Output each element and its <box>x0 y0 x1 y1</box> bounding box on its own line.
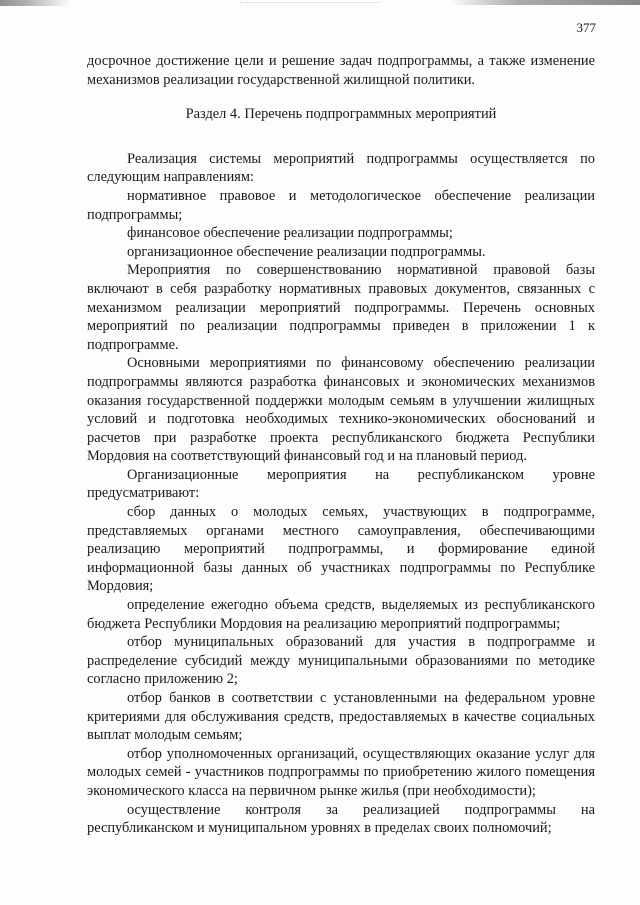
scan-artifact-dots <box>240 2 380 5</box>
list-item: определение ежегодно объема средств, выделяемых из республиканского бюджета Республики Мордовия на реализацию мероприятий подпрограммы; <box>87 597 595 632</box>
list-item: осуществление контроля за реализацией подпрограммы на республиканском и муниципальном уровнях в пределах своих полномочий; <box>87 801 595 837</box>
scan-artifact-left <box>0 0 70 6</box>
page-number: 377 <box>576 20 596 35</box>
list-item: отбор уполномоченных организаций, осуществляющих оказание услуг для молодых семей - участников подпрограммы по приобретению жилого помещения экономического класса на первичном рынке жилья (при необходимости); <box>87 745 595 799</box>
paragraph: Мероприятия по совершенствованию нормативной правовой базы включают в себя разработку нормативных правовых документов, связанных с механизмом реализации мероприятий подпрограммы. Перечень основных мероприятий по реализации подпрограммы приведен в приложении 1 к подпрограмме. <box>87 262 595 353</box>
list-item: организационное обеспечение реализации подпрограммы. <box>127 243 486 260</box>
paragraph: Организационные мероприятия на республиканском уровне предусматривают: <box>87 466 595 502</box>
scan-artifact-right <box>450 0 640 5</box>
list-item: сбор данных о молодых семьях, участвующих в подпрограмме, представляемых органами местного самоуправления, обеспечивающими реализацию мероприятий подпрограммы, и формирование единой информационной базы данных об участниках подпрограммы по Республике Мордовия; <box>87 504 595 595</box>
intro-paragraph: досрочное достижение цели и решение задач подпрограммы, а также изменение механизмов реализации государственной жилищной политики. <box>87 53 595 88</box>
section-title: Раздел 4. Перечень подпрограммных мероприятий <box>185 106 497 123</box>
list-item: финансовое обеспечение реализации подпрограммы; <box>127 225 453 242</box>
list-item: отбор банков в соответствии с установленными на федеральном уровне критериями для обслуживания средств, предоставляемых в качестве социальных выплат молодым семьям; <box>87 690 595 744</box>
list-item: нормативное правовое и методологическое обеспечение реализации подпрограммы; <box>87 187 595 223</box>
paragraph: Основными мероприятиями по финансовому обеспечению реализации подпрограммы являются разработка финансовых и экономических механизмов оказания государственной поддержки молодым семьям в улучшении жилищных условий и подготовка необходимых технико-экономических обоснований и расчетов при разработке проекта республиканского бюджета Республики Мордовия на соответствующий финансовый год и на плановый период. <box>87 355 595 465</box>
paragraph: Реализация системы мероприятий подпрограммы осуществляется по следующим направлениям: <box>87 150 595 186</box>
document-body <box>87 52 595 838</box>
list-item: отбор муниципальных образований для участия в подпрограмме и распределение субсидий между муниципальными образованиями по методике согласно приложению 2; <box>87 634 595 688</box>
